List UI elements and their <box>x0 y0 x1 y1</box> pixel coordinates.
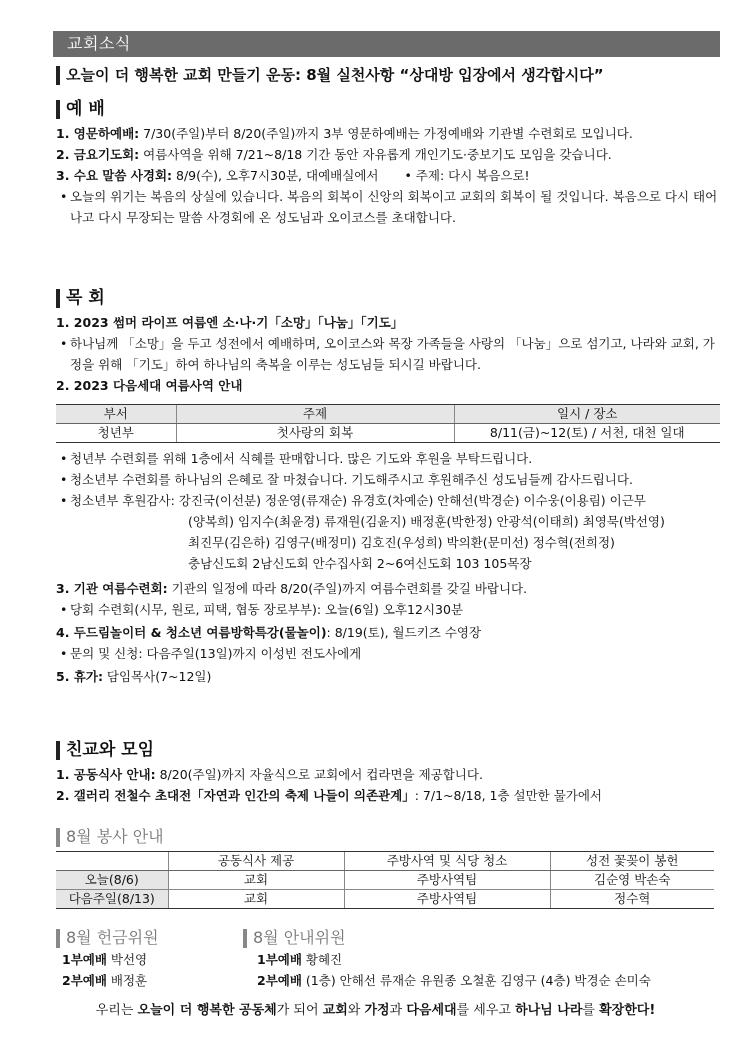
usher-title-text: 8월 안내위원 <box>253 928 346 947</box>
worship-item-3-theme: • 주제: 다시 복음으로! <box>404 168 530 183</box>
pastoral-title <box>56 287 720 309</box>
table-header-empty <box>56 852 168 871</box>
closing-statement <box>0 1000 751 1022</box>
usher-section <box>243 927 721 991</box>
youth-sponsors <box>56 490 720 511</box>
youth-sponsors-line-4: 충남신도회 2남신도회 안수집사회 2~6여신도회 103 105목장 <box>188 556 532 571</box>
youth-sponsors-label: 청소년부 후원감사: <box>70 493 179 508</box>
closing-part: 가 되어 <box>276 1003 323 1018</box>
table-header-row <box>56 852 714 871</box>
pastoral-item-4-text: : 8/19(토), 월드키즈 수영장 <box>326 625 482 640</box>
pastoral-item-3-label: 3. 기관 여름수련회: <box>56 581 168 596</box>
fellowship-item-1-label: 1. 공동식사 안내: <box>56 767 156 782</box>
summer-ministry-table <box>56 404 720 443</box>
closing-bold: 오늘이 더 행복한 공동체 <box>137 1003 277 1018</box>
pastoral-title-text: 목 회 <box>66 288 105 308</box>
table-cell: 김순영 박손숙 <box>550 871 714 890</box>
section-bar <box>56 66 60 85</box>
worship-item-3-text: 8/9(수), 오후7시30분, 대예배실에서 <box>172 168 379 183</box>
youth-sponsors-line-2: (양복희) 임지수(최윤경) 류재원(김윤지) 배정훈(박한정) 안광석(이태희) 최영묵(박선영) <box>188 514 665 529</box>
usher-row-2-name: (1층) 안해선 류재순 유원종 오철훈 김영구 (4층) 박경순 손미숙 <box>301 973 651 988</box>
table-header: 부서 <box>56 405 176 424</box>
table-cell: 교회 <box>168 871 344 890</box>
section-bar <box>56 741 60 760</box>
fellowship-title <box>56 739 720 761</box>
youth-sponsors-line-1: 강진국(이선분) 정운영(류재순) 유경호(차예순) 안해선(박경순) 이수웅(이용림) 이근무 <box>178 493 646 508</box>
closing-part: 를 <box>582 1003 600 1018</box>
offering-title <box>56 927 236 949</box>
pastoral-item-5-label: 5. 휴가: <box>56 669 103 684</box>
youth-bullet-1: • 청년부 수련회를 위해 1층에서 식혜를 판매합니다. 많은 기도와 후원을 부탁드립니다. <box>56 448 720 469</box>
table-row <box>56 890 714 909</box>
section-bar <box>56 929 60 948</box>
pastoral-item-4-label: 4. 두드림놀이터 & 청소년 여름방학특강(물놀이) <box>56 625 327 640</box>
fellowship-item-1-text: 8/20(주일)까지 자율식으로 교회에서 컵라면을 제공합니다. <box>155 767 483 782</box>
section-bar <box>243 929 247 948</box>
table-cell: 오늘(8/6) <box>56 871 168 890</box>
table-header: 성전 꽃꽂이 봉헌 <box>550 852 714 871</box>
section-bar <box>56 289 60 308</box>
usher-title <box>243 927 721 949</box>
table-cell: 다음주일(8/13) <box>56 890 168 909</box>
offering-row-2-name: 배정훈 <box>106 973 148 988</box>
youth-sponsors-line-3: 최진무(김은하) 김영구(배정미) 김호진(우성희) 박의환(문미선) 정수혁(전희정) <box>188 535 615 550</box>
closing-part: 와 <box>347 1003 365 1018</box>
pastoral-item-5 <box>56 666 720 687</box>
closing-bold: 하나님 나라 <box>515 1003 583 1018</box>
fellowship-item-2-text: : 7/1~8/18, 1층 설만한 물가에서 <box>414 788 603 803</box>
youth-notes <box>56 448 720 574</box>
table-cell: 청년부 <box>56 424 176 443</box>
worship-item-2 <box>56 144 720 165</box>
youth-bullet-2: • 청소년부 수련회를 하나님의 은혜로 잘 마쳤습니다. 기도해주시고 후원해주신 성도님들께 감사드립니다. <box>56 469 720 490</box>
section-bar <box>56 100 60 119</box>
fellowship-item-1 <box>56 764 720 785</box>
offering-row-1-name: 박선영 <box>106 952 148 967</box>
worship-item-1 <box>56 123 720 144</box>
table-header: 일시 / 장소 <box>454 405 720 424</box>
service-section <box>56 826 720 848</box>
pastoral-item-5-text: 담임목사(7~12일) <box>102 669 212 684</box>
worship-item-2-text: 여름사역을 위해 7/21~8/18 기간 동안 자유롭게 개인기도·중보기도 모임을 갖습니다. <box>139 147 612 162</box>
service-title <box>56 826 720 848</box>
table-header: 주제 <box>176 405 454 424</box>
closing-part: 우리는 <box>95 1003 138 1018</box>
table-header: 공동식사 제공 <box>168 852 344 871</box>
table-cell: 주방사역팀 <box>344 871 550 890</box>
pastoral-item-4-bullet: • 문의 및 신청: 다음주일(13일)까지 이성빈 전도사에게 <box>56 643 720 664</box>
pastoral-item-1-prefix: 1. 2023 썸머 라이프 <box>56 315 183 330</box>
worship-item-1-label: 1. 영문하예배: <box>56 126 140 141</box>
table-cell: 첫사랑의 회복 <box>176 424 454 443</box>
worship-item-1-text: 7/30(주일)부터 8/20(주일)까지 3부 영문하예배는 가정예배와 기관별 수련회로 모입니다. <box>139 126 633 141</box>
closing-bold: 다음세대 <box>406 1003 457 1018</box>
table-row <box>56 871 714 890</box>
closing-bold: 교회 <box>322 1003 348 1018</box>
pastoral-item-1-desc: • 하나님께 「소망」을 두고 성전에서 예배하며, 오이코스와 목장 가족들을 사랑의 「나눔」으로 섬기고, 나라와 교회, 가정을 위해 「기도」하여 하나님의 축복을 이루는 성도님들 되시길 바랍니다. <box>56 333 720 375</box>
usher-row-1 <box>243 949 721 970</box>
offering-title-text: 8월 헌금위원 <box>66 928 159 947</box>
worship-item-3-desc: • 오늘의 위기는 복음의 상실에 있습니다. 복음의 회복이 신앙의 회복이고 교회의 회복이 될 것입니다. 복음으로 다시 태어나고 다시 무장되는 말씀 사경회에 온 성도님과 오이코스를 초대합니다. <box>56 186 720 228</box>
usher-row-2 <box>243 970 721 991</box>
offering-row-1 <box>56 949 236 970</box>
campaign-section <box>56 64 720 86</box>
campaign-title <box>56 64 720 86</box>
worship-title-text: 예 배 <box>66 99 105 119</box>
worship-title <box>56 98 720 120</box>
usher-row-1-name: 황혜진 <box>301 952 343 967</box>
service-table <box>56 851 714 909</box>
pastoral-item-1 <box>56 312 720 333</box>
offering-row-1-label: 1부예배 <box>62 952 107 967</box>
service-title-text: 8월 봉사 안내 <box>66 827 164 846</box>
pastoral-item-3-bullet: • 당회 수련회(시무, 원로, 피택, 협동 장로부부): 오늘(6일) 오후12시30분 <box>56 599 720 620</box>
closing-part: 과 <box>389 1003 407 1018</box>
table-cell: 정수혁 <box>550 890 714 909</box>
church-news-banner: 교회소식 <box>53 31 720 57</box>
worship-item-2-label: 2. 금요기도회: <box>56 147 140 162</box>
offering-row-2 <box>56 970 236 991</box>
table-cell: 주방사역팀 <box>344 890 550 909</box>
table-cell: 교회 <box>168 890 344 909</box>
worship-section <box>56 98 720 228</box>
pastoral-item-3-text: 기관의 일정에 따라 8/20(주일)까지 여름수련회를 갖길 바랍니다. <box>167 581 528 596</box>
offering-row-2-label: 2부예배 <box>62 973 107 988</box>
closing-part: 를 세우고 <box>456 1003 516 1018</box>
pastoral-item-3 <box>56 578 720 599</box>
closing-bold: 가정 <box>364 1003 390 1018</box>
table-row <box>56 424 720 443</box>
fellowship-title-text: 친교와 모임 <box>66 740 155 760</box>
table-header: 주방사역 및 식당 청소 <box>344 852 550 871</box>
offering-section <box>56 927 236 991</box>
pastoral-items-3-5 <box>56 578 720 687</box>
closing-bold: 확장한다! <box>599 1003 656 1018</box>
fellowship-section <box>56 739 720 806</box>
worship-item-3 <box>56 165 720 186</box>
fellowship-item-2-label: 2. 갤러리 전철수 초대전「자연과 인간의 축제 나들이 의존관계」 <box>56 788 415 803</box>
campaign-text: 오늘이 더 행복한 교회 만들기 운동: 8월 실천사항 “상대방 입장에서 생각합시다” <box>66 66 604 84</box>
pastoral-item-2-title-text: 2. 2023 다음세대 여름사역 안내 <box>56 378 243 393</box>
pastoral-section <box>56 287 720 396</box>
pastoral-item-1-bold: 여름엔 소·나·기「소망」「나눔」「기도」 <box>182 315 404 330</box>
section-bar <box>56 828 60 847</box>
fellowship-item-2 <box>56 785 720 806</box>
usher-row-1-label: 1부예배 <box>257 952 302 967</box>
usher-row-2-label: 2부예배 <box>257 973 302 988</box>
pastoral-item-4 <box>56 622 720 643</box>
table-cell: 8/11(금)~12(토) / 서천, 대천 일대 <box>454 424 720 443</box>
table-header-row <box>56 405 720 424</box>
worship-item-3-label: 3. 수요 말씀 사경회: <box>56 168 173 183</box>
pastoral-item-2-title <box>56 375 720 396</box>
